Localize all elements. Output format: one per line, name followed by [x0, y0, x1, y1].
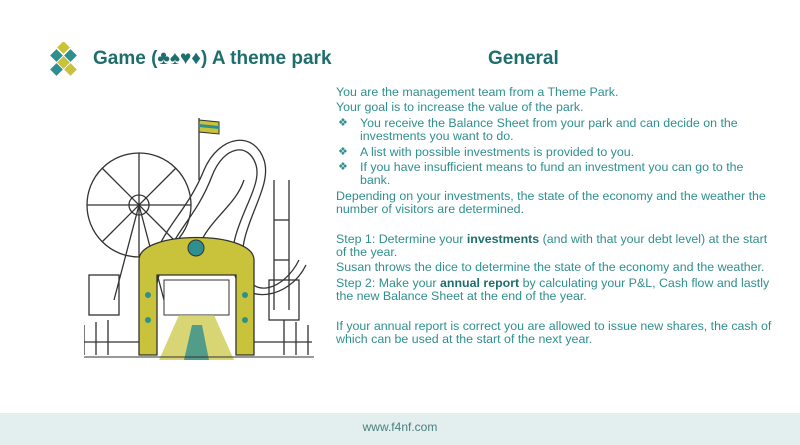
- intro-line-1: You are the management team from a Theme Park.: [336, 85, 619, 99]
- diamond-bullet-icon: ❖: [338, 116, 348, 129]
- footer: [0, 413, 800, 445]
- list-item: ❖ A list with possible investments is provided to you.: [338, 144, 635, 159]
- step-1-paragraph: Step 1: Determine your investments (and with that your debt level) at the start of the year.: [336, 231, 768, 260]
- annual-report-bold: annual report: [440, 275, 520, 290]
- list-item: ❖ You receive the Balance Sheet from your park and can decide on the investments you want to do.: [338, 115, 738, 144]
- content-text: [336, 86, 776, 349]
- page-title: Game (♣♠♥♦) A theme park: [93, 48, 332, 69]
- theme-park-illustration: [84, 110, 314, 360]
- closing-paragraph: If your annual report is correct you are allowed to issue new shares, the cash of which can be used at the start of the next year.: [336, 318, 772, 347]
- depending-paragraph: Depending on your investments, the state of the economy and the weather the number of visitors are determined.: [336, 188, 766, 217]
- investments-bold: investments: [466, 231, 540, 246]
- list-item: ❖ If you have insufficient means to fund an investment you can go to the bank.: [338, 160, 744, 188]
- section-title: General: [488, 48, 559, 69]
- diamond-bullet-icon: ❖: [338, 145, 348, 158]
- bullet-list: [336, 117, 776, 188]
- logo-icon: [46, 42, 82, 78]
- step-2-paragraph: Step 2: Make your annual report by calculating your P&L, Cash flow and lastly the new Balance Sheet at the end of the year.: [336, 275, 770, 304]
- footer-url[interactable]: www.f4nf.com: [362, 420, 438, 434]
- intro-line-2: Your goal is to increase the value of the park.: [336, 100, 584, 115]
- susan-paragraph: Susan throws the dice to determine the state of the economy and the weather.: [336, 260, 765, 275]
- diamond-bullet-icon: ❖: [338, 161, 348, 174]
